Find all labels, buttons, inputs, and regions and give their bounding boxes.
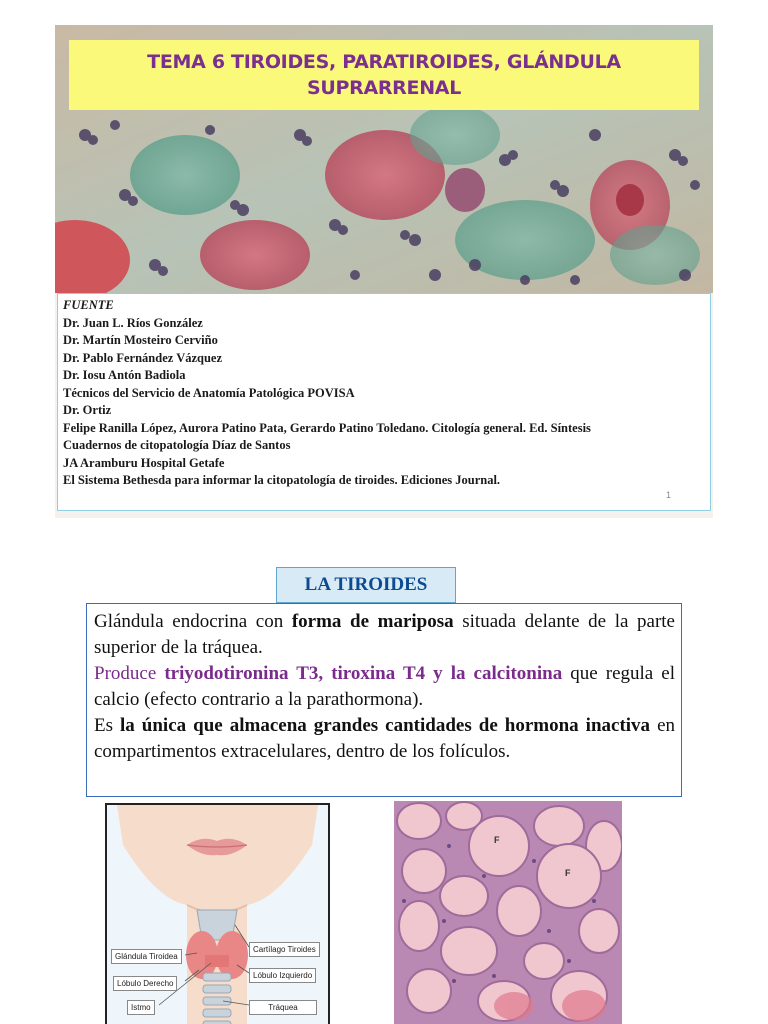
source-item: Dr. Ortiz: [63, 403, 112, 417]
source-item: El Sistema Bethesda para informar la citopatología de tiroides. Ediciones Journal.: [63, 473, 501, 487]
follicle-label-1: F: [494, 835, 500, 845]
source-item: JA Aramburu Hospital Getafe: [63, 455, 225, 470]
sources-box: [57, 293, 711, 511]
title-slide: [55, 25, 713, 518]
source-item: Dr. Iosu Antón Badiola: [63, 368, 186, 382]
label-lobulo-izquierdo: Lóbulo Izquierdo: [249, 968, 316, 983]
follicle-label-2: F: [565, 868, 571, 878]
source-item: Felipe Ranilla López, Aurora Patino Pata, Gerardo Patino Toledano. Citología general. Ed. Síntesis: [63, 420, 591, 435]
slide-title-line-1: TEMA 6 TIROIDES, PARATIROIDES, GLÁNDULA: [147, 51, 621, 73]
source-item: Cuadernos de citopatología Díaz de Santos: [63, 438, 291, 452]
sources-label: FUENTE: [63, 298, 114, 312]
description-box: [86, 603, 682, 797]
slide-title: [69, 40, 699, 110]
thyroid-anatomy-illustration: [105, 803, 330, 1024]
source-item: Dr. Pablo Fernández Vázquez: [63, 350, 223, 365]
section-heading: LA TIROIDES: [276, 567, 456, 603]
paragraph-1: Glándula endocrina con forma de mariposa situada delante de la parte superior de la tráquea.: [94, 611, 675, 658]
paragraph-3: Es la única que almacena grandes cantidades de hormona inactiva en compartimentos extracelulares, dentro de los folículos.: [94, 715, 676, 762]
source-item: Técnicos del Servicio de Anatomía Patológica POVISA: [63, 385, 355, 400]
label-lobulo-derecho: Lóbulo Derecho: [113, 976, 177, 991]
label-istmo: Istmo: [127, 1000, 155, 1015]
source-item: Dr. Martín Mosteiro Cerviño: [63, 333, 218, 347]
label-traquea: Tráquea: [249, 1000, 317, 1015]
slide-title-line-2: SUPRARRENAL: [306, 77, 462, 99]
paragraph-2: Produce triyodotironina T3, tiroxina T4 y la calcitonina que regula el calcio (efecto contrario a la parathormona).: [94, 663, 676, 710]
page-number: 1: [665, 490, 671, 500]
label-cartilago-tiroides: Cartílago Tiroides: [249, 942, 320, 957]
label-glandula-tiroidea: Glándula Tiroidea: [111, 949, 182, 964]
thyroid-histology-image: [394, 801, 622, 1024]
source-item: Dr. Juan L. Ríos González: [63, 315, 203, 330]
